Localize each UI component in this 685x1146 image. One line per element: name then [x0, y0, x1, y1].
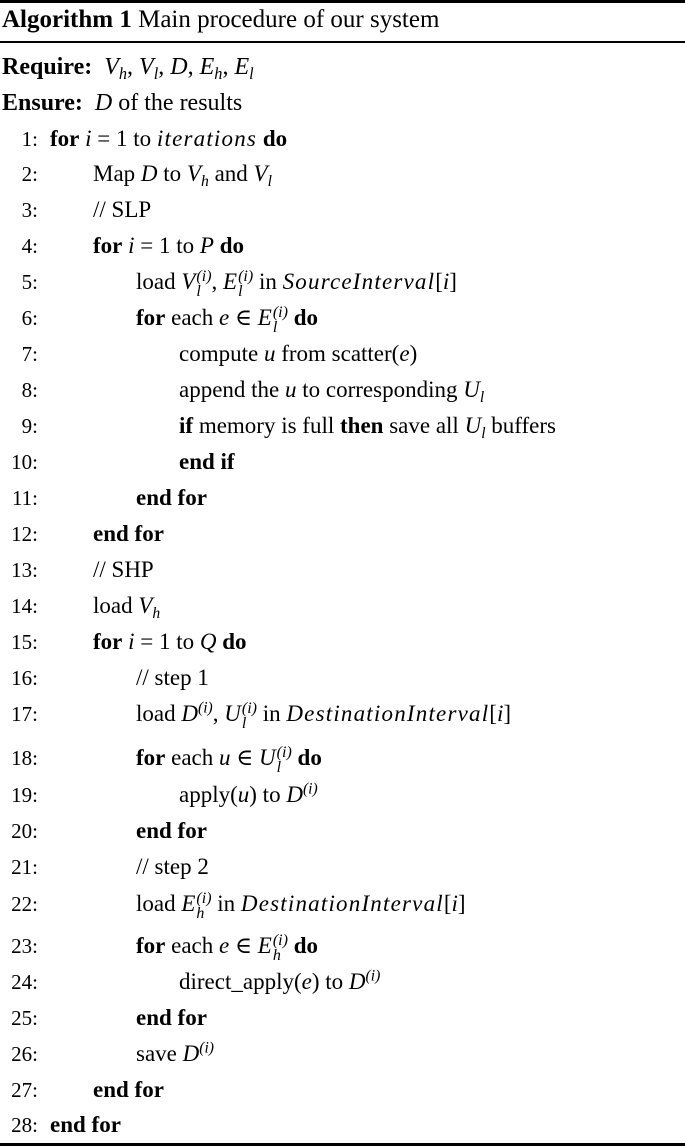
op: =	[140, 629, 154, 654]
var: e	[399, 341, 410, 366]
op: ∈	[234, 305, 253, 330]
line-number: 13:	[11, 558, 38, 582]
var: i	[496, 701, 504, 726]
kw-end-for: end for	[50, 1112, 121, 1137]
var: i	[85, 126, 92, 151]
op: ∈	[234, 933, 253, 958]
line-number: 5:	[21, 270, 38, 294]
algorithm-caption	[2, 5, 439, 35]
var: V	[138, 593, 153, 618]
sup: (i)	[272, 931, 288, 949]
require-var: D	[170, 54, 188, 80]
line-code	[179, 373, 484, 407]
line-number: 11:	[11, 486, 38, 510]
bracket: [	[489, 701, 497, 726]
kw-for: for	[93, 629, 123, 654]
line-code	[93, 517, 164, 551]
sub: l	[276, 758, 282, 776]
algorithm-title: Main procedure of our system	[138, 6, 440, 33]
line-code	[136, 1001, 207, 1035]
var: U	[464, 413, 482, 438]
sup-sub	[238, 269, 253, 299]
comment-step1: // step 1	[136, 665, 209, 690]
sub: l	[238, 282, 243, 300]
line-code	[50, 122, 287, 156]
line-number: 16:	[11, 666, 38, 690]
word: in	[258, 269, 277, 294]
line-number: 26:	[11, 1042, 38, 1066]
line-number: 27:	[11, 1078, 38, 1102]
kw-do: do	[297, 745, 322, 770]
require-var: V	[139, 54, 154, 80]
comment-slp: // SLP	[93, 197, 152, 222]
var: D	[140, 161, 158, 186]
kw-for: for	[93, 233, 123, 258]
sep: ,	[222, 54, 229, 80]
caption-rule	[0, 41, 685, 43]
sup-sub	[273, 933, 288, 963]
var: DestinationInterval	[286, 701, 490, 726]
line-code	[136, 814, 207, 848]
ensure-line	[2, 86, 242, 120]
word: to	[163, 161, 182, 186]
bracket: ]	[449, 269, 457, 294]
num: 1	[159, 629, 171, 654]
sub: l	[481, 425, 486, 442]
line-code	[136, 301, 318, 335]
num: 1	[116, 126, 128, 151]
var: DestinationInterval	[240, 891, 444, 916]
line-number: 25:	[11, 1006, 38, 1030]
top-rule	[0, 0, 685, 3]
line-number: 10:	[11, 450, 38, 474]
line-code	[179, 337, 417, 371]
var: e	[301, 969, 312, 994]
require-sub: h	[118, 64, 128, 84]
require-var: E	[199, 54, 215, 80]
require-sub: l	[249, 64, 254, 84]
sup-sub	[196, 269, 211, 299]
kw-end-for: end for	[136, 485, 207, 510]
line-code	[179, 778, 318, 812]
var: V	[181, 269, 196, 294]
var: u	[263, 341, 276, 366]
op: =	[97, 126, 111, 151]
sub: l	[267, 173, 272, 190]
line-number: 12:	[11, 522, 38, 546]
sub: l	[272, 318, 278, 336]
sup: (i)	[199, 1039, 214, 1057]
var: SourceInterval	[282, 269, 436, 294]
paren: )	[409, 341, 418, 366]
word: in	[217, 891, 236, 916]
var: i	[442, 269, 450, 294]
bracket: ]	[457, 891, 466, 916]
kw-if: if	[179, 413, 194, 438]
kw-end-for: end for	[93, 521, 164, 546]
sup: (i)	[197, 699, 213, 717]
sup: (i)	[196, 267, 212, 285]
line-code	[136, 265, 457, 299]
word: from scatter(	[281, 341, 400, 366]
sub: l	[479, 389, 485, 406]
comment-shp: // SHP	[93, 557, 154, 582]
line-number: 8:	[21, 378, 38, 402]
line-number: 6:	[21, 306, 38, 330]
sup: (i)	[196, 889, 212, 907]
word: to	[176, 629, 195, 654]
word: load	[136, 891, 176, 916]
word: ) to	[249, 782, 281, 807]
word: save	[136, 1041, 177, 1066]
var: V	[253, 161, 268, 186]
word: each	[171, 745, 214, 770]
bracket: [	[435, 269, 443, 294]
line-code	[179, 409, 556, 443]
word: to	[133, 126, 152, 151]
word: load	[93, 593, 133, 618]
line-number: 14:	[11, 594, 38, 618]
comment-step2: // step 2	[136, 854, 209, 879]
var: D	[181, 701, 198, 726]
var: e	[219, 933, 230, 958]
ensure-text: of the results	[118, 90, 243, 116]
line-number: 22:	[11, 892, 38, 916]
word: each	[171, 305, 214, 330]
line-code	[136, 929, 318, 963]
word: buffers	[491, 413, 557, 438]
sub: h	[152, 605, 161, 622]
word: apply(	[179, 782, 238, 807]
line-code	[136, 481, 207, 515]
var: E	[257, 305, 272, 330]
sup-sub	[196, 891, 211, 921]
var: E	[181, 891, 196, 916]
sup-sub	[277, 745, 292, 775]
sup: (i)	[365, 967, 381, 985]
line-code	[93, 589, 160, 623]
line-number: 7:	[21, 342, 38, 366]
kw-for: for	[50, 126, 80, 151]
sup: (i)	[238, 267, 254, 285]
word: load	[136, 269, 176, 294]
sup-sub	[242, 701, 257, 731]
line-code	[136, 741, 322, 775]
word: direct_apply(	[179, 969, 302, 994]
bracket: ]	[503, 701, 512, 726]
sub: h	[201, 173, 209, 190]
var: u	[237, 782, 250, 807]
var: U	[224, 701, 241, 726]
op: ∈	[236, 745, 254, 770]
var: u	[219, 745, 231, 770]
sep: ,	[158, 54, 165, 80]
line-code	[136, 887, 466, 921]
line-number: 28:	[11, 1113, 38, 1137]
kw-end-for: end for	[136, 1005, 207, 1030]
require-var: E	[234, 54, 250, 80]
var: V	[186, 161, 201, 186]
sep: ,	[127, 54, 134, 80]
line-code	[93, 229, 244, 263]
word: memory is full	[198, 413, 335, 438]
word: save all	[389, 413, 459, 438]
kw-do: do	[293, 305, 318, 330]
var: P	[199, 233, 214, 258]
bracket: [	[443, 891, 452, 916]
line-number: 23:	[11, 934, 38, 958]
sub: l	[241, 714, 247, 732]
line-number: 21:	[11, 855, 38, 879]
sep: ,	[187, 54, 194, 80]
var: D	[286, 782, 303, 807]
kw-do: do	[222, 629, 247, 654]
require-sub: h	[214, 64, 223, 84]
line-number: 20:	[11, 819, 38, 843]
var: iterations	[156, 126, 258, 151]
require-line	[2, 50, 254, 84]
line-code	[136, 1037, 214, 1071]
word: to	[176, 233, 195, 258]
sup: (i)	[302, 780, 318, 798]
line-number: 24:	[11, 970, 38, 994]
require-keyword: Require:	[2, 54, 93, 80]
word: Map	[93, 161, 136, 186]
var: D	[348, 969, 366, 994]
algorithm-label: Algorithm 1	[2, 6, 132, 33]
var: i	[128, 233, 135, 258]
word: load	[136, 701, 176, 726]
sep: ,	[212, 701, 219, 726]
word: ) to	[311, 969, 344, 994]
require-var: V	[104, 54, 119, 80]
line-number: 19:	[11, 783, 38, 807]
sub: l	[196, 282, 201, 300]
kw-for: for	[136, 745, 166, 770]
sup: (i)	[241, 699, 257, 717]
kw-end-for: end for	[136, 818, 207, 843]
kw-do: do	[293, 933, 318, 958]
word: in	[262, 701, 281, 726]
var: U	[259, 745, 276, 770]
line-code	[179, 445, 235, 479]
kw-do: do	[262, 126, 288, 151]
line-number: 3:	[21, 198, 38, 222]
sub: h	[196, 904, 205, 922]
sup: (i)	[276, 743, 292, 761]
num: 1	[159, 233, 171, 258]
var: Q	[199, 629, 217, 654]
ensure-var: D	[94, 90, 113, 116]
line-code	[93, 625, 247, 659]
line-code	[179, 965, 380, 999]
kw-end-if: end if	[179, 449, 235, 474]
sup: (i)	[272, 303, 288, 321]
sep: ,	[211, 269, 218, 294]
var: i	[128, 629, 135, 654]
line-number: 4:	[21, 234, 38, 258]
ensure-keyword: Ensure:	[2, 90, 83, 116]
line-code	[93, 1073, 164, 1107]
word: compute	[179, 341, 259, 366]
kw-for: for	[136, 305, 166, 330]
var: i	[451, 891, 458, 916]
kw-end-for: end for	[93, 1077, 164, 1102]
line-number: 1:	[21, 127, 38, 151]
word: append the	[179, 377, 280, 402]
kw-then: then	[340, 413, 384, 438]
word: and	[214, 161, 248, 186]
var: e	[219, 305, 230, 330]
kw-for: for	[136, 933, 166, 958]
sub: h	[272, 946, 281, 964]
word: to corresponding	[302, 377, 458, 402]
var: U	[463, 377, 480, 402]
sup-sub	[273, 305, 288, 335]
line-code	[136, 697, 511, 731]
kw-do: do	[219, 233, 244, 258]
var: D	[182, 1041, 200, 1066]
line-code	[93, 157, 272, 191]
op: =	[140, 233, 154, 258]
line-number: 15:	[11, 630, 38, 654]
line-number: 17:	[11, 702, 38, 726]
var: E	[257, 933, 272, 958]
line-code	[50, 1108, 121, 1142]
line-number: 9:	[21, 414, 38, 438]
word: each	[171, 933, 214, 958]
line-number: 18:	[11, 746, 38, 770]
var: E	[223, 269, 238, 294]
line-number: 2:	[21, 162, 38, 186]
var: u	[285, 377, 297, 402]
require-sub: l	[153, 64, 159, 84]
